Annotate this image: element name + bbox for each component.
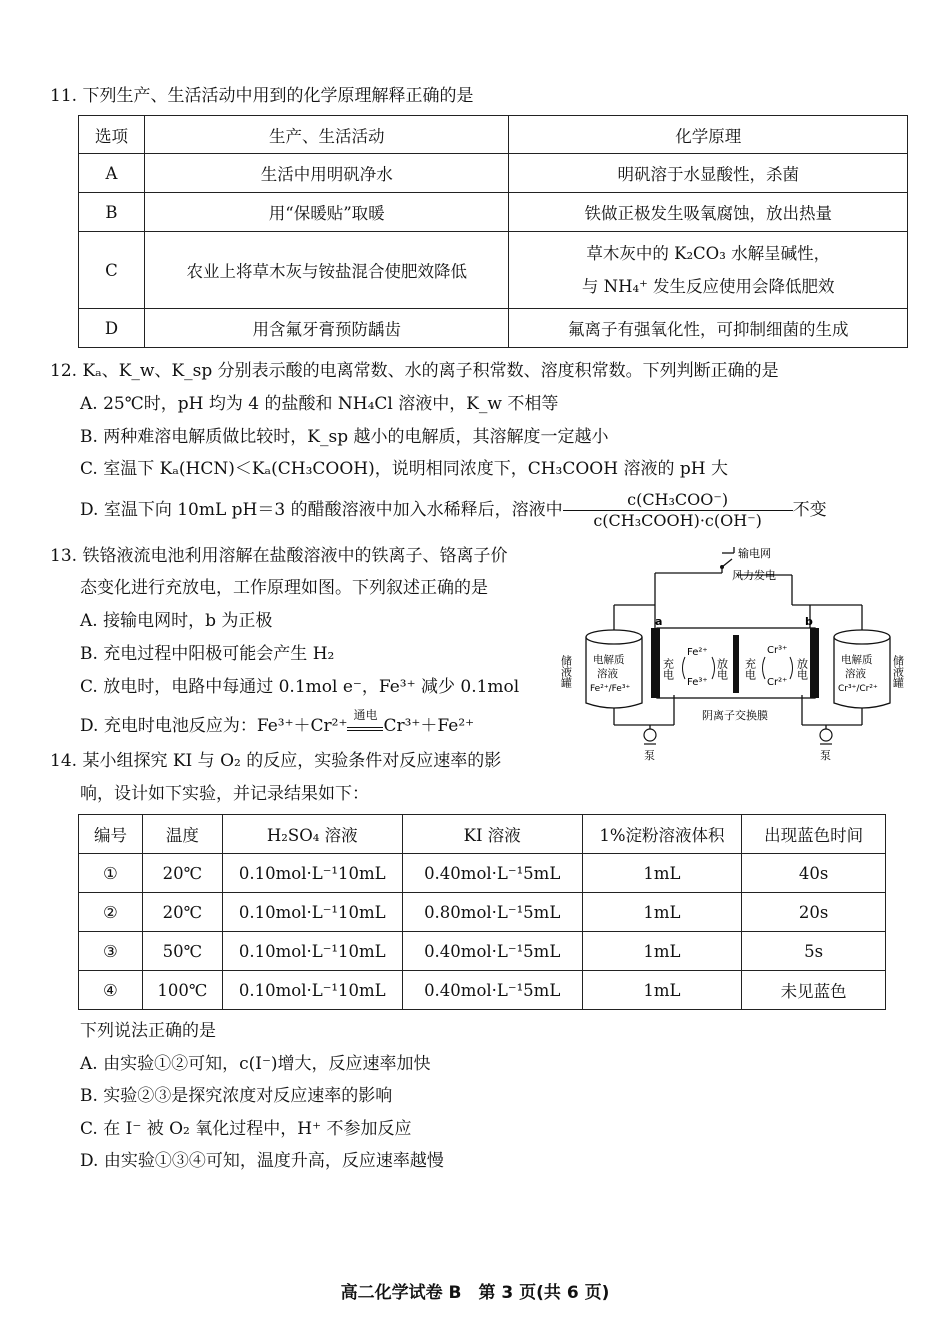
q13-option-d xyxy=(80,708,475,736)
membrane-label: 阴离子交换膜 xyxy=(702,709,768,722)
discharge-label-right: 放电 xyxy=(795,658,809,680)
q14-sub-stem: 下列说法正确的是 xyxy=(80,1021,216,1041)
q11-stem: 11. 下列生产、生活活动中用到的化学原理解释正确的是 xyxy=(50,86,474,106)
left-tank-line2: 溶液 xyxy=(597,668,618,680)
q13-option-b: B. 充电过程中阳极可能会产生 H₂ xyxy=(80,644,335,664)
q14-option-d: D. 由实验①③④可知，温度升高，反应速率越慢 xyxy=(80,1151,444,1171)
table-cell: 0.40mol·L⁻¹5mL xyxy=(402,971,582,1010)
left-tank-label: 储液罐 xyxy=(559,655,573,688)
table-cell: 1mL xyxy=(582,893,742,932)
option-d-tail: 不变 xyxy=(792,500,827,520)
table-cell: 5s xyxy=(742,932,886,971)
table-row xyxy=(79,232,908,309)
q12-option-b: B. 两种难溶电解质做比较时，K_sp 越小的电解质，其溶解度一定越小 xyxy=(80,427,609,447)
table-row xyxy=(79,854,886,893)
table-row xyxy=(79,932,886,971)
fraction-numerator: c(CH₃COO⁻) xyxy=(563,491,793,511)
header-cell: 温度 xyxy=(142,815,222,854)
q12-option-a: A. 25℃时，pH 均为 4 的盐酸和 NH₄Cl 溶液中，K_w 不相等 xyxy=(80,394,559,414)
q14-stem-line2: 响，设计如下实验，并记录结果如下： xyxy=(80,784,369,804)
option-cell: D xyxy=(79,309,145,348)
option-d-products: Cr³⁺＋Fe²⁺ xyxy=(383,716,475,736)
flow-battery-diagram xyxy=(559,545,916,765)
q14-option-a: A. 由实验①②可知，c(I⁻)增大，反应速率加快 xyxy=(80,1054,431,1074)
table-cell: 20s xyxy=(742,893,886,932)
q13-stem-line2: 态变化进行充放电，工作原理如图。下列叙述正确的是 xyxy=(80,578,488,598)
q12-option-c: C. 室温下 Kₐ(HCN)＜Kₐ(CH₃COOH)，说明相同浓度下，CH₃COOH 溶液的 pH 大 xyxy=(80,459,728,479)
table-cell: 0.10mol·L⁻¹10mL xyxy=(222,893,402,932)
fraction-denominator: c(CH₃COOH)·c(OH⁻) xyxy=(593,511,762,530)
charge-label-right: 充电 xyxy=(743,658,757,680)
table-cell: 1mL xyxy=(582,932,742,971)
fe3-label: Fe³⁺ xyxy=(687,677,708,688)
q12-stem: 12. Kₐ、K_w、K_sp 分别表示酸的电离常数、水的离子积常数、溶度积常数。下列判断正确的是 xyxy=(50,361,779,381)
option-cell: A xyxy=(79,154,145,193)
q12-option-d xyxy=(80,490,827,530)
table-row xyxy=(79,971,886,1010)
reaction-arrow xyxy=(347,708,383,731)
left-pump-icon xyxy=(644,729,656,744)
table-cell: 1mL xyxy=(582,854,742,893)
table-cell: ③ xyxy=(79,932,143,971)
option-d-text: D. 充电时电池反应为：Fe³⁺＋Cr²⁺ xyxy=(80,716,348,736)
cr3-label: Cr³⁺ xyxy=(767,645,788,656)
principle-cell: 铁做正极发生吸氧腐蚀，放出热量 xyxy=(509,193,908,232)
table-cell: ④ xyxy=(79,971,143,1010)
q13-stem-line1: 13. 铁铬液流电池利用溶解在盐酸溶液中的铁离子、铬离子价 xyxy=(50,546,508,566)
q13-option-c: C. 放电时，电路中每通过 0.1mol e⁻，Fe³⁺ 减少 0.1mol xyxy=(80,677,520,697)
right-tank-line1: 电解质 xyxy=(841,654,873,666)
q14-option-c: C. 在 I⁻ 被 O₂ 氧化过程中，H⁺ 不参加反应 xyxy=(80,1119,412,1139)
label-a: a xyxy=(655,615,663,628)
header-cell: 化学原理 xyxy=(509,116,908,154)
table-header-row xyxy=(79,116,908,154)
activity-cell: 生活中用明矾净水 xyxy=(144,154,509,193)
label-b: b xyxy=(805,615,813,628)
header-cell: 1%淀粉溶液体积 xyxy=(582,815,742,854)
table-header-row xyxy=(79,815,886,854)
table-cell: 50℃ xyxy=(142,932,222,971)
right-pump-label: 泵 xyxy=(820,749,831,762)
left-tank-line3: Fe²⁺/Fe³⁺ xyxy=(590,684,631,694)
table-cell: 未见蓝色 xyxy=(742,971,886,1010)
header-cell: KI 溶液 xyxy=(402,815,582,854)
charge-label-left: 充电 xyxy=(661,658,675,680)
q11-table xyxy=(78,115,908,348)
table-row xyxy=(79,309,908,348)
header-cell: 编号 xyxy=(79,815,143,854)
activity-cell: 用含氟牙膏预防龋齿 xyxy=(144,309,509,348)
option-d-text: D. 室温下向 10mL pH＝3 的醋酸溶液中加入水稀释后，溶液中 xyxy=(80,500,563,520)
discharge-label-left: 放电 xyxy=(715,658,729,680)
left-tank-line1: 电解质 xyxy=(593,654,625,666)
grid-label: 输电网 xyxy=(738,547,771,560)
q13-option-a: A. 接输电网时，b 为正极 xyxy=(80,611,273,631)
table-cell: 1mL xyxy=(582,971,742,1010)
table-cell: ① xyxy=(79,854,143,893)
activity-cell: 农业上将草木灰与铵盐混合使肥效降低 xyxy=(144,232,509,309)
table-cell: 0.40mol·L⁻¹5mL xyxy=(402,854,582,893)
anion-exchange-membrane xyxy=(733,635,739,693)
electrode-b xyxy=(810,628,819,698)
table-cell: 0.10mol·L⁻¹10mL xyxy=(222,932,402,971)
left-pump-label: 泵 xyxy=(644,749,655,762)
principle-cell xyxy=(509,232,908,309)
concentration-fraction xyxy=(563,491,793,530)
header-cell: 选项 xyxy=(79,116,145,154)
principle-line: 草木灰中的 K₂CO₃ 水解呈碱性， xyxy=(586,244,831,263)
table-cell: ② xyxy=(79,893,143,932)
principle-line: 与 NH₄⁺ 发生反应使用会降低肥效 xyxy=(581,277,835,296)
header-cell: 出现蓝色时间 xyxy=(742,815,886,854)
principle-cell: 明矾溶于水显酸性，杀菌 xyxy=(509,154,908,193)
header-cell: H₂SO₄ 溶液 xyxy=(222,815,402,854)
wind-power-label: 风力发电 xyxy=(732,569,776,582)
q14-option-b: B. 实验②③是探究浓度对反应速率的影响 xyxy=(80,1086,393,1106)
table-cell: 40s xyxy=(742,854,886,893)
table-row xyxy=(79,154,908,193)
activity-cell: 用“保暖贴”取暖 xyxy=(144,193,509,232)
page-footer: 高二化学试卷 B 第 3 页(共 6 页) xyxy=(340,1283,610,1303)
q14-stem-line1: 14. 某小组探究 KI 与 O₂ 的反应，实验条件对反应速率的影 xyxy=(50,751,502,771)
principle-cell: 氟离子有强氧化性，可抑制细菌的生成 xyxy=(509,309,908,348)
table-cell: 20℃ xyxy=(142,893,222,932)
fe2-label: Fe²⁺ xyxy=(687,647,708,658)
cr2-label: Cr²⁺ xyxy=(767,677,788,688)
table-cell: 0.80mol·L⁻¹5mL xyxy=(402,893,582,932)
table-cell: 0.40mol·L⁻¹5mL xyxy=(402,932,582,971)
right-tank-line2: 溶液 xyxy=(845,668,866,680)
q14-table xyxy=(78,814,886,1010)
right-tank-line3: Cr³⁺/Cr²⁺ xyxy=(838,684,878,694)
option-cell: C xyxy=(79,232,145,309)
table-row xyxy=(79,193,908,232)
right-pump-icon xyxy=(820,729,832,744)
option-cell: B xyxy=(79,193,145,232)
table-row xyxy=(79,893,886,932)
right-tank-label: 储液罐 xyxy=(891,655,905,688)
table-cell: 0.10mol·L⁻¹10mL xyxy=(222,854,402,893)
table-cell: 20℃ xyxy=(142,854,222,893)
header-cell: 生产、生活活动 xyxy=(144,116,509,154)
electrode-a xyxy=(651,628,660,698)
table-cell: 0.10mol·L⁻¹10mL xyxy=(222,971,402,1010)
arrow-condition: 通电 xyxy=(353,708,378,722)
table-cell: 100℃ xyxy=(142,971,222,1010)
